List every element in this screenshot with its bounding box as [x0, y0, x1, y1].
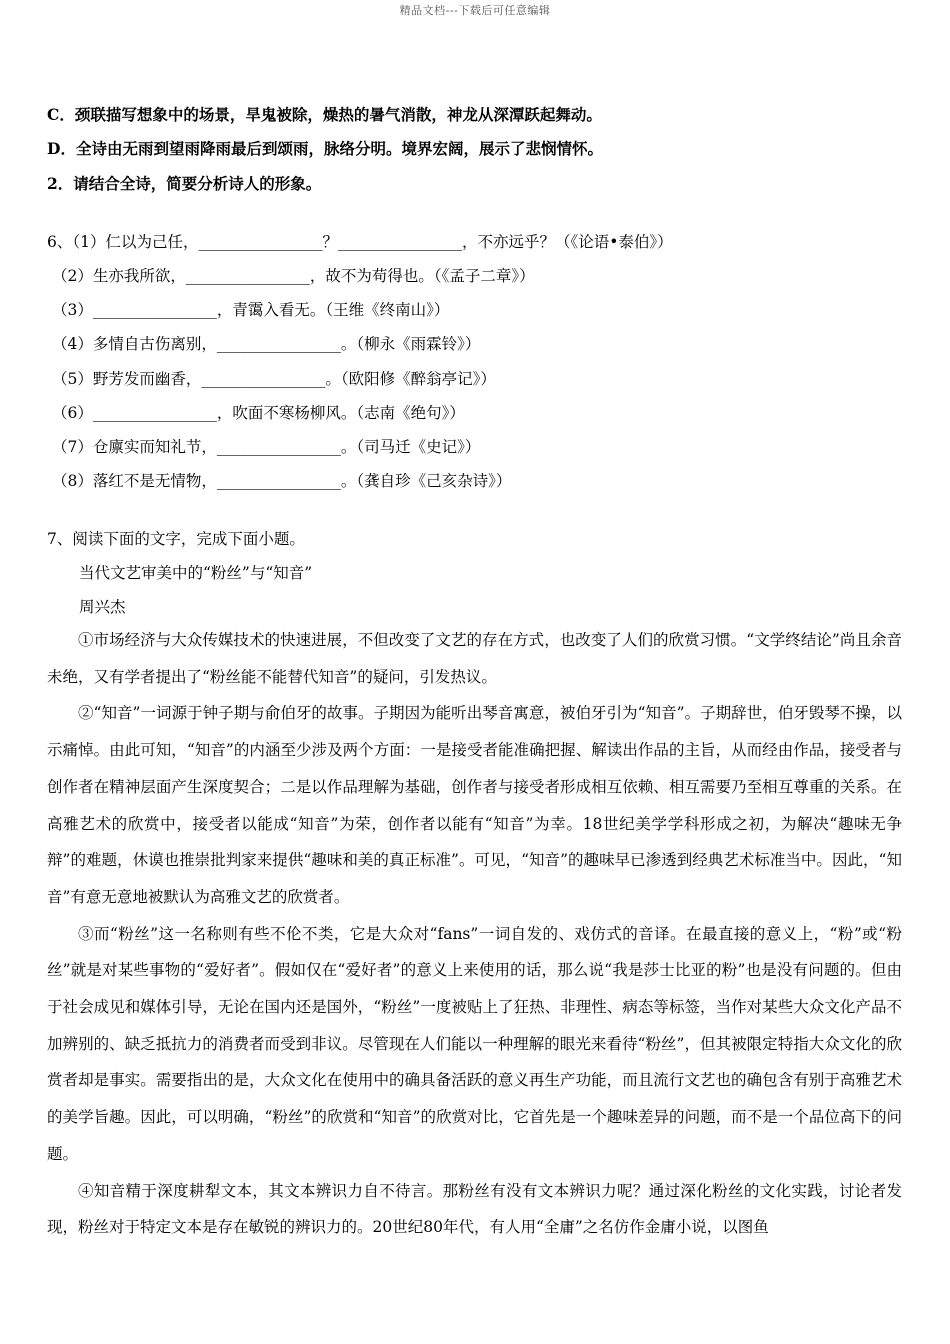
- article-paragraph: ②“知音”一词源于钟子期与俞伯牙的故事。子期因为能听出琴音寓意，被伯牙引为“知音”。子期辞世，伯牙毁琴不操，以示痛悼。由此可知，“知音”的内涵至少涉及两个方面：一是接受者能准确把握、解读出作品的主旨，从而经由作品，接受者与创作者在精神层面产生深度契合；二是以作品理解为基础，创作者与接受者形成相互依赖、相互需要乃至相互尊重的关系。在高雅艺术的欣赏中，接受者以能成“知音”为荣，创作者以能有“知音”为幸。18世纪美学学科形成之初，为解决“趣味无争辩”的难题，休谟也推崇批判家来提供“趣味和美的真正标准”。可见，“知音”的趣味早已渗透到经典艺术标准当中。因此，“知音”有意无意地被默认为高雅文艺的欣赏者。: [47, 704, 902, 906]
- fill-blank-item: （4）多情自古伤离别，________________。（柳永《雨霖铃》）: [52, 335, 481, 353]
- fill-blank-item: （8）落红不是无情物，________________。（龚自珍《己亥杂诗》）: [52, 472, 512, 490]
- article-body: [47, 622, 902, 1246]
- option-c: C．颈联描写想象中的场景，旱鬼被除，燥热的暑气消散，神龙从深潭跃起舞动。: [47, 105, 602, 124]
- fill-blank-item: （6）________________，吹面不寒杨柳风。（志南《绝句》）: [52, 404, 465, 422]
- article-paragraph: ③而“粉丝”这一名称则有些不伦不类，它是大众对“fans”一词自发的、戏仿式的音译。在最直接的意义上，“粉”或“粉丝”就是对某些事物的“爱好者”。假如仅在“爱好者”的意义上来使用的话，那么说“我是莎士比亚的粉”也是没有问题的。但由于社会成见和媒体引导，无论在国内还是国外，“粉丝”一度被贴上了狂热、非理性、病态等标签，当作对某些大众文化产品不加辨别的、缺乏抵抗力的消费者而受到非议。尽管现在人们能以一种理解的眼光来看待“粉丝”，但其被限定特指大众文化的欣赏者却是事实。需要指出的是，大众文化在使用中的确具备活跃的意义再生产功能，而且流行文艺也的确包含有别于高雅艺术的美学旨趣。因此，可以明确，“粉丝”的欣赏和“知音”的欣赏对比，它首先是一个趣味差异的问题，而不是一个品位高下的问题。: [47, 924, 902, 1163]
- fill-blank-item: 6、（1）仁以为己任，________________？________________，不亦远乎？（《论语•泰伯》）: [47, 233, 673, 251]
- article-paragraph: ①市场经济与大众传媒技术的快速进展，不但改变了文艺的存在方式，也改变了人们的欣赏习惯。“文学终结论”尚且余音未绝，又有学者提出了“粉丝能不能替代知音”的疑问，引发热议。: [47, 631, 902, 686]
- question-7-intro: 7、阅读下面的文字，完成下面小题。: [47, 530, 305, 548]
- article-author: 周兴杰: [79, 598, 126, 616]
- option-d: D．全诗由无雨到望雨降雨最后到颂雨，脉络分明。境界宏阔，展示了悲悯情怀。: [47, 139, 603, 158]
- article-title: 当代文艺审美中的“粉丝”与“知音”: [79, 564, 313, 582]
- fill-blank-item: （3）________________，青霭入看无。（王维《终南山》）: [52, 301, 450, 319]
- page-header: 精品文档---下载后可任意编辑: [399, 4, 551, 17]
- question-2: 2．请结合全诗，简要分析诗人的形象。: [47, 174, 322, 193]
- fill-blank-item: （2）生亦我所欲，________________，故不为苟得也。（《孟子二章》）: [52, 267, 535, 285]
- article-paragraph: ④知音精于深度耕犁文本，其文本辨识力自不待言。那粉丝有没有文本辨识力呢？通过深化粉丝的文化实践，讨论者发现，粉丝对于特定文本是存在敏锐的辨识力的。20世纪80年代，有人用“全庸”之名仿作金庸小说，以图鱼: [47, 1181, 902, 1237]
- fill-blank-item: （7）仓廪实而知礼节，________________。（司马迁《史记》）: [52, 438, 481, 456]
- fill-blank-item: （5）野芳发而幽香，________________。（欧阳修《醉翁亭记》）: [52, 370, 496, 388]
